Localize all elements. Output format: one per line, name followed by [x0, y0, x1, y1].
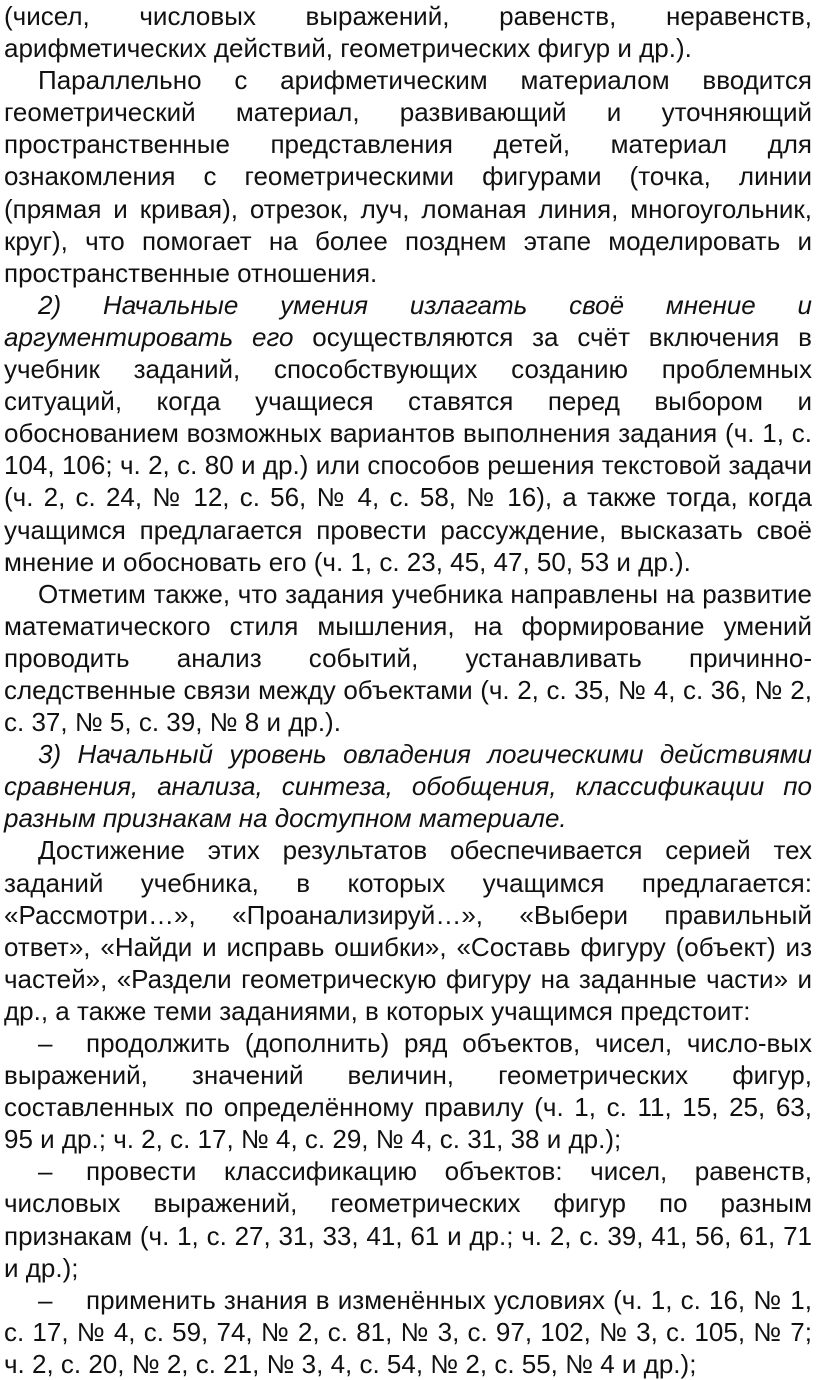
paragraph-italic-heading: 3) Начальный уровень овладения логическими действиями сравнения, анализа, синтеза, обобщения, классификации по разным признакам на доступном материале.	[4, 739, 812, 834]
paragraph-text: Достижение этих результатов обеспечивается серией тех заданий учебника, в которых учащимся предлагается: «Рассмотри…», «Проанализируй…», «Выбери правильный ответ», «Найди и исправь ошибки», «Составь фигуру (объект) из частей», «Раздели геометрическую фигуру на заданные части» и др., а также теми заданиями, в которых учащимся предстоит:	[4, 835, 812, 1026]
paragraph-achievement	[4, 834, 812, 1027]
list-item-text: продолжить (дополнить) ряд объектов, чисел, число-вых выражений, значений величин, геометрических фигур, составленных по определённому правилу (ч. 1, с. 11, 15, 25, 63, 95 и др.; ч. 2, с. 17, № 4, с. 29, № 4, с. 31, 38 и др.);	[4, 1028, 812, 1155]
list-item-text: провести классификацию объектов: чисел, равенств, числовых выражений, геометрических фигур по разным признакам (ч. 1, с. 27, 31, 33, 41, 61 и др.; ч. 2, с. 39, 41, 56, 61, 71 и др.);	[4, 1156, 812, 1283]
list-dash: –	[38, 1028, 53, 1058]
paragraph-math-style	[4, 578, 812, 738]
paragraph-italic-heading: 2) Начальные умения излагать своё мнение и аргументировать его	[4, 289, 812, 352]
list-item	[4, 1284, 812, 1380]
paragraph-text: (чисел, числовых выражений, равенств, неравенств, арифметических действий, геометрических фигур и др.).	[4, 1, 812, 64]
list-item	[4, 1155, 812, 1283]
list-item	[4, 1027, 812, 1155]
list-dash: –	[38, 1284, 53, 1315]
paragraph-logical-actions-heading	[4, 738, 812, 834]
list-item-text: применить знания в изменённых условиях (ч. 1, с. 16, № 1, с. 17, № 4, с. 59, 74, № 2, с. 81, № 3, с. 97, 102, № 3, с. 105, № 7; ч. 2, с. 20, № 2, с. 21, № 3, 4, с. 54, № 2, с. 55, № 4 и др.);	[4, 1284, 812, 1379]
list-dash: –	[38, 1156, 53, 1187]
paragraph-text: Параллельно с арифметическим материалом вводится геометрический материал, развивающий и уточняющий пространственные представления детей, материал для ознакомления с геометрическими фигурами (точка, линии (прямая и кривая), отрезок, луч, ломаная линия, многоугольник, круг), что помогает на более позднем этапе моделировать и пространственные отношения.	[4, 65, 812, 288]
paragraph-opinion-skills	[4, 289, 812, 578]
paragraph-geometric-material	[4, 64, 812, 289]
paragraph-continuation	[4, 0, 812, 64]
paragraph-text: Отметим также, что задания учебника направлены на развитие математического стиля мышления, на формирование умений проводить анализ событий, устанавливать причинно-следственные связи между объектами (ч. 2, с. 35, № 4, с. 36, № 2, с. 37, № 5, с. 39, № 8 и др.).	[4, 578, 812, 738]
paragraph-text: осуществляются за счёт включения в учебник заданий, способствующих созданию проблемных ситуаций, когда учащиеся ставятся перед выбором и обоснованием возможных вариантов выполнения задания (ч. 1, с. 104, 106; ч. 2, с. 80 и др.) или способов решения текстовой задачи (ч. 2, с. 24, № 12, с. 56, № 4, с. 58, № 16), а также тогда, когда учащимся предлагается провести рассуждение, высказать своё мнение и обосновать его (ч. 1, с. 23, 45, 47, 50, 53 и др.).	[4, 321, 812, 577]
document-page	[4, 0, 812, 1380]
